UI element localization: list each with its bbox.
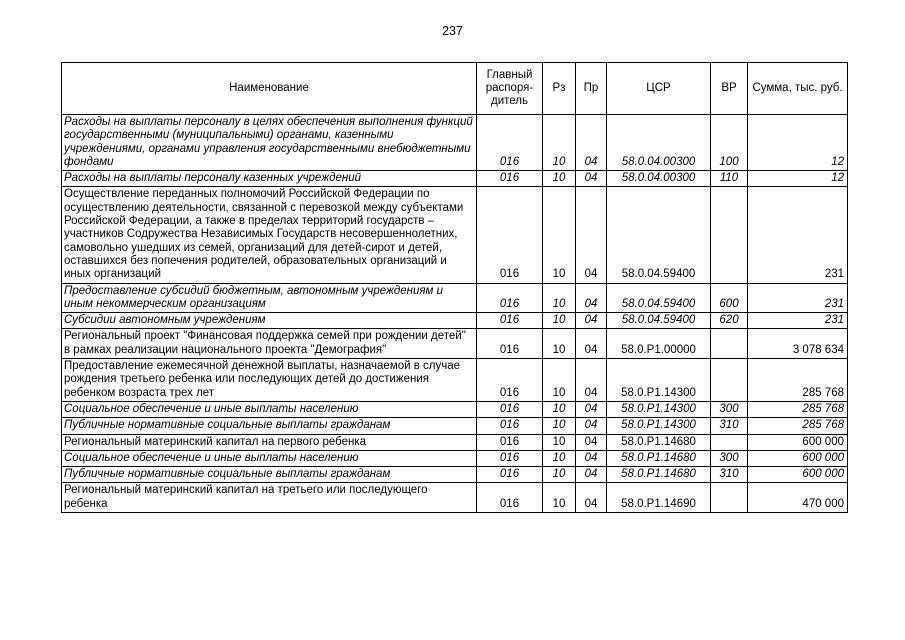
row-vr: 620: [711, 313, 748, 329]
row-rz: 10: [543, 483, 576, 513]
row-vr: 300: [711, 401, 748, 417]
row-name: Социальное обеспечение и иные выплаты населению: [62, 401, 477, 417]
row-name: Предоставление субсидий бюджетным, автономным учреждениям и иным некоммерческим организациям: [62, 283, 477, 313]
row-name: Региональный материнский капитал на третьего или последующего ребенка: [62, 483, 477, 513]
row-rz: 10: [543, 359, 576, 402]
row-pr: 04: [576, 483, 607, 513]
row-sum: 231: [748, 283, 848, 313]
row-admin: 016: [477, 283, 543, 313]
row-pr: 04: [576, 283, 607, 313]
row-vr: 300: [711, 450, 748, 466]
row-sum: 600 000: [748, 450, 848, 466]
row-rz: 10: [543, 171, 576, 187]
table-row: [62, 434, 848, 450]
row-sum: 231: [748, 313, 848, 329]
row-csr: 58.0.04.59400: [607, 283, 711, 313]
row-admin: 016: [477, 467, 543, 483]
row-rz: 10: [543, 434, 576, 450]
row-csr: 58.0.Р1.14680: [607, 450, 711, 466]
row-admin: 016: [477, 187, 543, 283]
row-vr: [711, 187, 748, 283]
header-vr: ВР: [711, 63, 748, 115]
row-pr: 04: [576, 359, 607, 402]
row-sum: 12: [748, 115, 848, 171]
row-admin: 016: [477, 434, 543, 450]
row-csr: 58.0.04.00300: [607, 171, 711, 187]
row-vr: [711, 434, 748, 450]
row-vr: 110: [711, 171, 748, 187]
row-csr: 58.0.Р1.14680: [607, 434, 711, 450]
header-name: Наименование: [62, 63, 477, 115]
row-admin: 016: [477, 313, 543, 329]
row-rz: 10: [543, 401, 576, 417]
row-sum: 3 078 634: [748, 329, 848, 359]
row-pr: 04: [576, 450, 607, 466]
row-pr: 04: [576, 401, 607, 417]
row-admin: 016: [477, 329, 543, 359]
row-rz: 10: [543, 467, 576, 483]
row-csr: 58.0.Р1.14300: [607, 359, 711, 402]
table-header-row: [62, 63, 848, 115]
row-csr: 58.0.Р1.14680: [607, 467, 711, 483]
row-vr: 600: [711, 283, 748, 313]
row-rz: 10: [543, 115, 576, 171]
header-csr: ЦСР: [607, 63, 711, 115]
row-vr: 100: [711, 115, 748, 171]
table-row: [62, 329, 848, 359]
row-vr: 310: [711, 418, 748, 434]
budget-table: [61, 62, 848, 513]
row-admin: 016: [477, 359, 543, 402]
row-rz: 10: [543, 418, 576, 434]
row-csr: 58.0.Р1.00000: [607, 329, 711, 359]
row-name: Региональный проект "Финансовая поддержка семей при рождении детей" в рамках реализации национального проекта "Демография": [62, 329, 477, 359]
table-row: [62, 418, 848, 434]
row-name: Осуществление переданных полномочий Российской Федерации по осуществлению деятельности, связанной с перевозкой между субъектами Российской Федерации, а также в пределах территорий государств – участников Содружества Независимых Государств несовершеннолетних, самовольно ушедших из семей, организаций для детей-сирот и детей, оставшихся без попечения родителей, образовательных организаций и иных организаций: [62, 187, 477, 283]
row-name: Региональный материнский капитал на первого ребенка: [62, 434, 477, 450]
table-row: [62, 171, 848, 187]
row-sum: 285 768: [748, 359, 848, 402]
row-sum: 231: [748, 187, 848, 283]
row-name: Субсидии автономным учреждениям: [62, 313, 477, 329]
row-sum: 12: [748, 171, 848, 187]
row-admin: 016: [477, 171, 543, 187]
row-admin: 016: [477, 483, 543, 513]
row-pr: 04: [576, 467, 607, 483]
row-admin: 016: [477, 450, 543, 466]
header-pr: Пр: [576, 63, 607, 115]
header-rz: Рз: [543, 63, 576, 115]
row-name: Расходы на выплаты персоналу казенных учреждений: [62, 171, 477, 187]
row-vr: [711, 483, 748, 513]
row-pr: 04: [576, 434, 607, 450]
table-row: [62, 483, 848, 513]
row-sum: 470 000: [748, 483, 848, 513]
row-admin: 016: [477, 401, 543, 417]
row-vr: [711, 329, 748, 359]
row-pr: 04: [576, 329, 607, 359]
row-pr: 04: [576, 313, 607, 329]
row-sum: 600 000: [748, 467, 848, 483]
row-name: Расходы на выплаты персоналу в целях обеспечения выполнения функций государственными (муниципальными) органами, казенными учреждениями, органами управления государственными внебюджетными фондами: [62, 115, 477, 171]
row-pr: 04: [576, 171, 607, 187]
table-row: [62, 115, 848, 171]
table-row: [62, 467, 848, 483]
table-row: [62, 359, 848, 402]
row-name: Предоставление ежемесячной денежной выплаты, назначаемой в случае рождения третьего ребенка или последующих детей до достижения ребенком возраста трех лет: [62, 359, 477, 402]
row-name: Публичные нормативные социальные выплаты гражданам: [62, 467, 477, 483]
row-sum: 285 768: [748, 401, 848, 417]
row-sum: 600 000: [748, 434, 848, 450]
row-csr: 58.0.Р1.14300: [607, 401, 711, 417]
table-row: [62, 283, 848, 313]
row-pr: 04: [576, 115, 607, 171]
table-body: [62, 115, 848, 513]
row-rz: 10: [543, 313, 576, 329]
row-pr: 04: [576, 418, 607, 434]
table-row: [62, 450, 848, 466]
row-rz: 10: [543, 450, 576, 466]
row-vr: [711, 359, 748, 402]
row-name: Публичные нормативные социальные выплаты гражданам: [62, 418, 477, 434]
page-number: 237: [442, 24, 463, 38]
row-vr: 310: [711, 467, 748, 483]
row-name: Социальное обеспечение и иные выплаты населению: [62, 450, 477, 466]
row-csr: 58.0.04.59400: [607, 187, 711, 283]
row-csr: 58.0.04.00300: [607, 115, 711, 171]
table-row: [62, 401, 848, 417]
row-rz: 10: [543, 283, 576, 313]
row-csr: 58.0.Р1.14690: [607, 483, 711, 513]
header-sum: Сумма, тыс. руб.: [748, 63, 848, 115]
row-pr: 04: [576, 187, 607, 283]
table-row: [62, 187, 848, 283]
header-admin: Главный распоря-дитель: [477, 63, 543, 115]
row-rz: 10: [543, 329, 576, 359]
row-admin: 016: [477, 418, 543, 434]
row-csr: 58.0.04.59400: [607, 313, 711, 329]
table-row: [62, 313, 848, 329]
row-admin: 016: [477, 115, 543, 171]
row-csr: 58.0.Р1.14300: [607, 418, 711, 434]
row-rz: 10: [543, 187, 576, 283]
row-sum: 285 768: [748, 418, 848, 434]
